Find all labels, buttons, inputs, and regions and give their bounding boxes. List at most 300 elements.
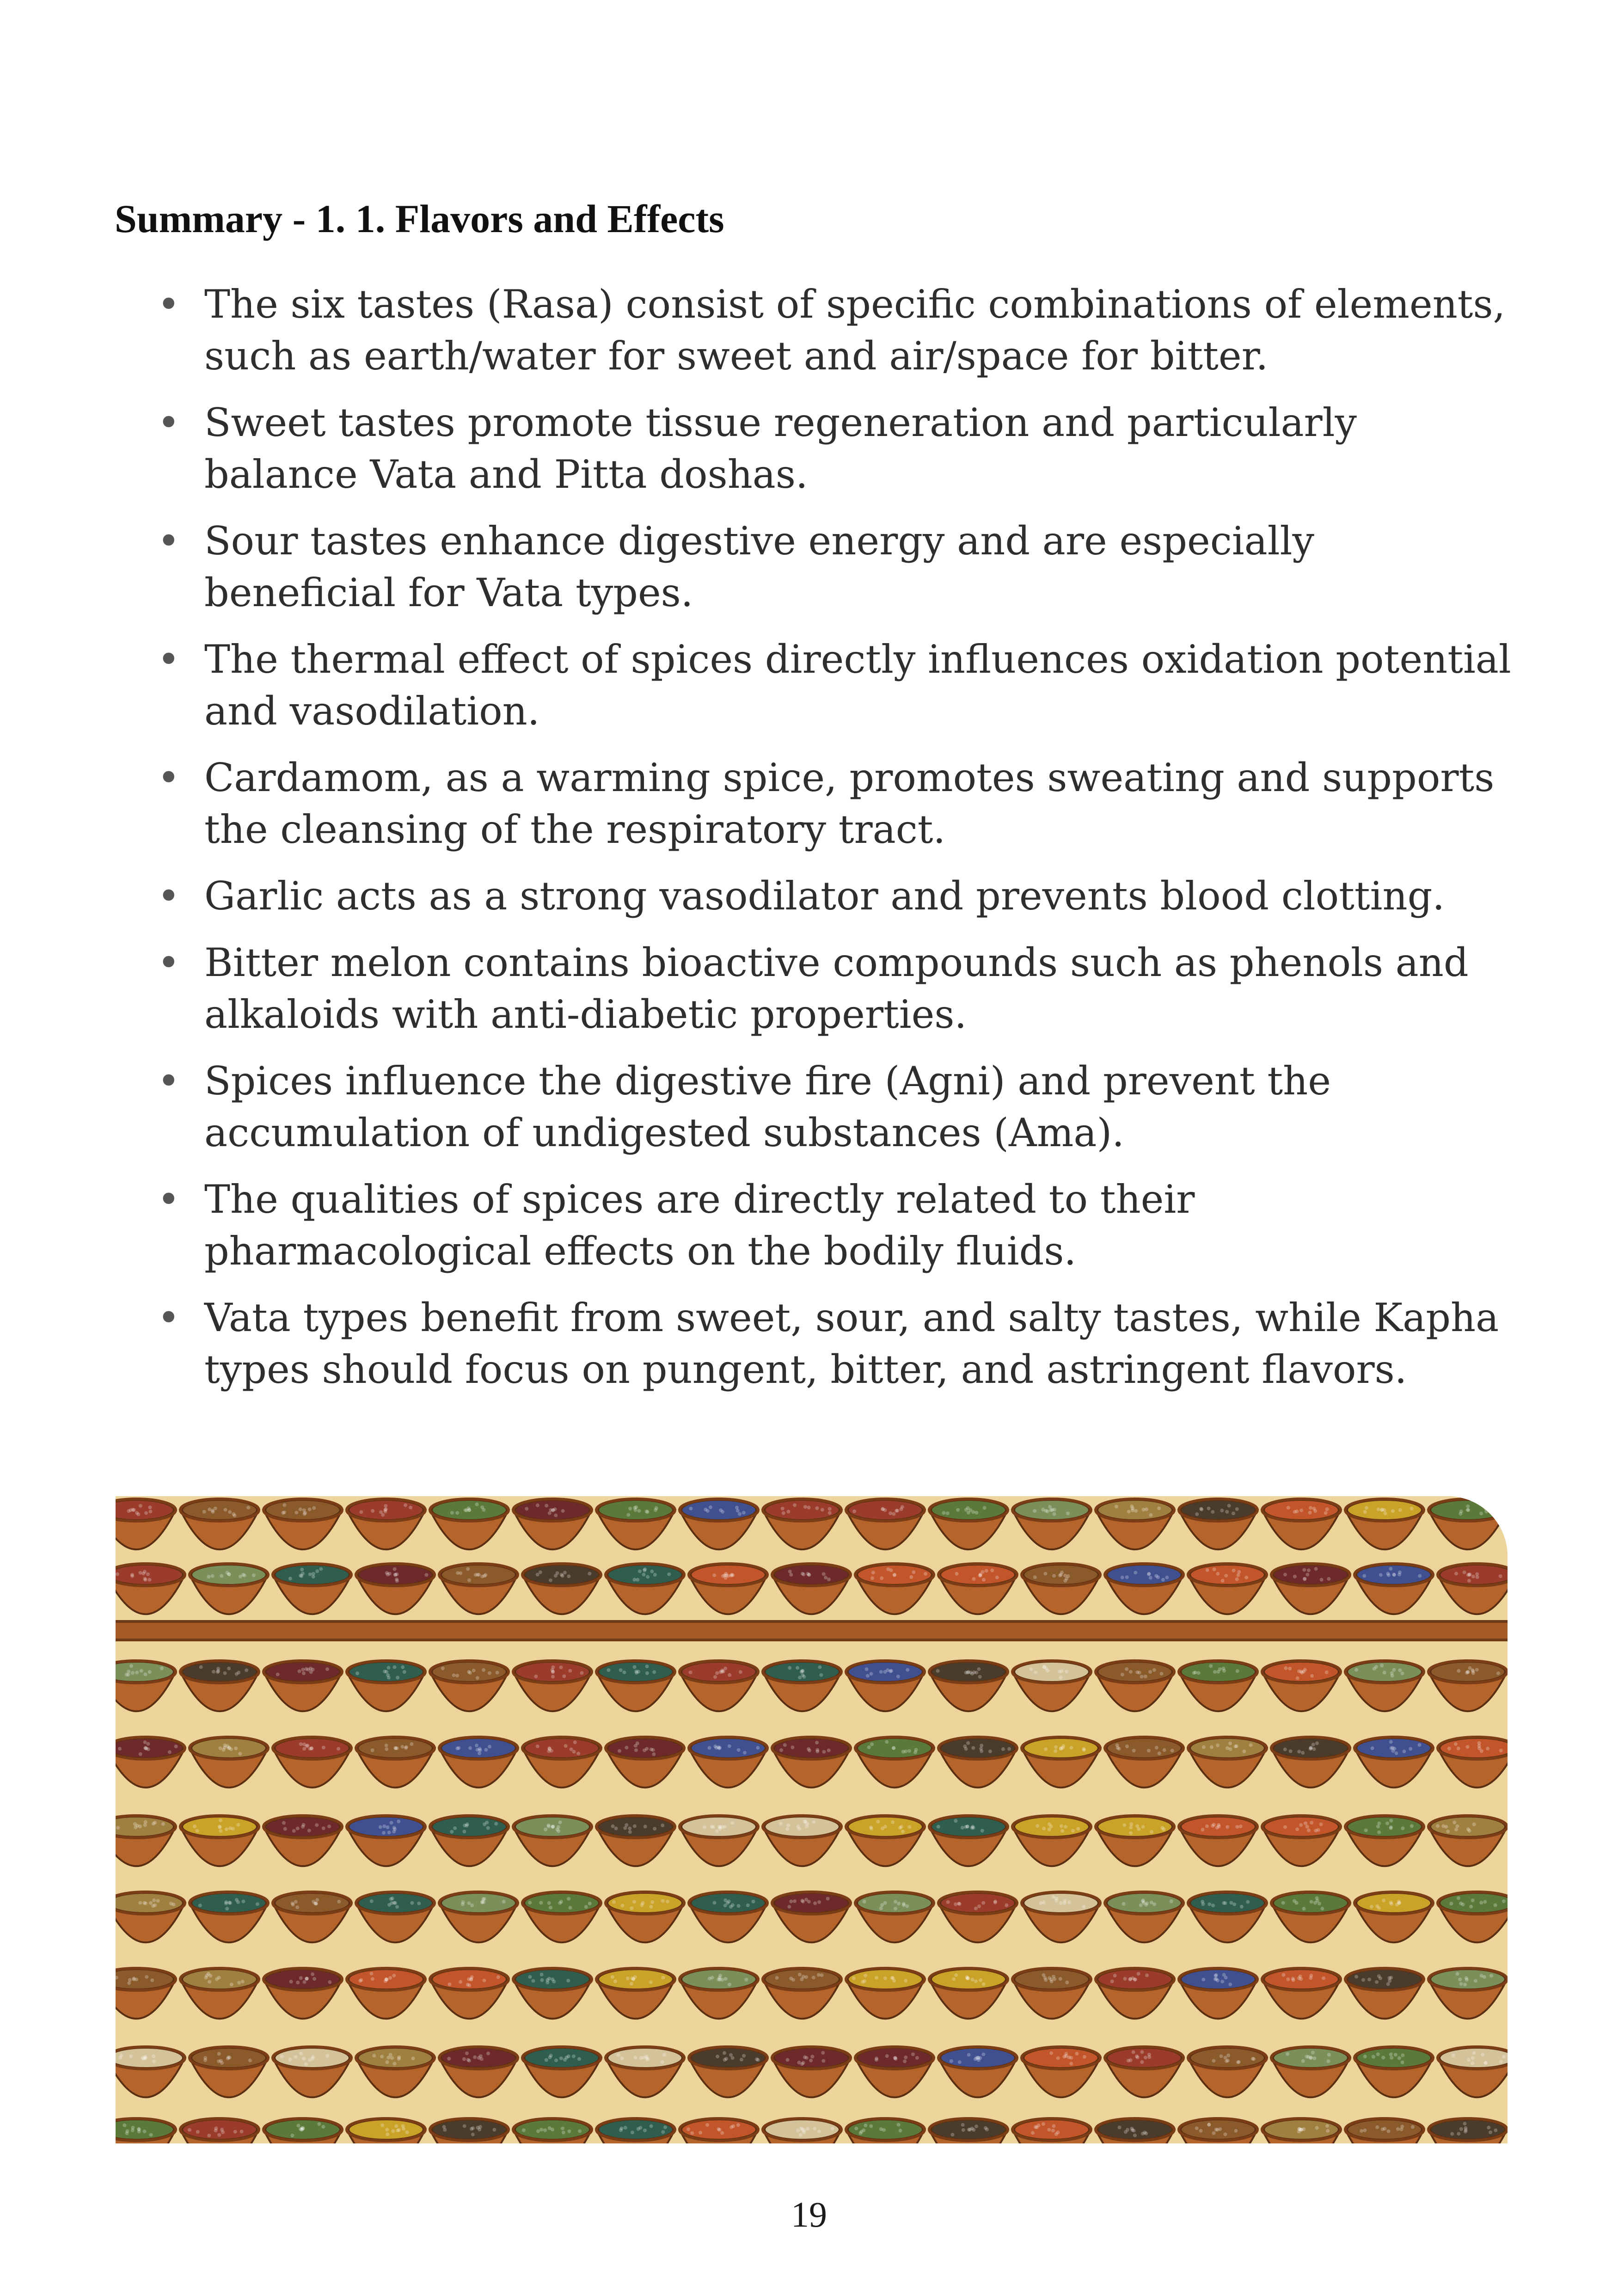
spice-grain <box>142 2057 146 2061</box>
spice-grain <box>240 2130 244 2133</box>
spice-grain <box>558 1821 562 1824</box>
spice-grain <box>305 1977 308 1981</box>
spice-grain <box>144 1746 147 1750</box>
spice-grain <box>1396 2127 1400 2131</box>
spice-grain <box>827 1749 831 1752</box>
spice-grain <box>704 1508 707 1511</box>
spice-grain <box>141 1572 145 1575</box>
spice-grain <box>952 1977 956 1981</box>
spice-grain <box>1033 1509 1036 1513</box>
spice-grain <box>578 2129 582 2133</box>
spice-grain <box>391 2129 395 2133</box>
spice-grain <box>204 1976 208 1979</box>
spice-grain <box>1363 2129 1367 2132</box>
spice-grain <box>199 1665 203 1669</box>
spice-grain <box>358 1979 362 1983</box>
spice-grain <box>1307 1568 1311 1572</box>
spice-grain <box>549 1578 552 1582</box>
spice-grain <box>390 1821 393 1824</box>
spice-grain <box>1212 1823 1216 1826</box>
spice-grain <box>1228 1747 1232 1751</box>
spice-grain <box>815 1748 819 1752</box>
spice-grain <box>1466 1504 1470 1508</box>
spice-grain <box>1043 1572 1047 1576</box>
summary-list <box>157 278 1512 1410</box>
spice-grain <box>315 1898 319 1902</box>
spice-grain <box>728 1744 731 1748</box>
spice-grain <box>783 1743 787 1747</box>
spice-grain <box>854 2127 858 2130</box>
spice-grain <box>636 1578 639 1582</box>
spice-grain <box>1375 1980 1379 1984</box>
spice-grain <box>901 1829 905 1833</box>
spice-grain <box>387 1831 391 1835</box>
spice-grain <box>223 1671 227 1675</box>
spice-grain <box>1380 1664 1384 1667</box>
shelf-band-edge <box>116 1639 1508 1641</box>
spice-grain <box>1229 1901 1233 1904</box>
spice-grain <box>821 2059 825 2063</box>
spice-grain <box>1382 1898 1385 1902</box>
spice-grain <box>300 1568 304 1572</box>
spice-grain <box>215 1977 219 1981</box>
list-item <box>157 1055 1512 1159</box>
spice-grain <box>852 1977 856 1980</box>
spice-grain <box>1468 1666 1471 1670</box>
spice-grain <box>723 1977 727 1981</box>
spice-grain <box>152 1898 156 1902</box>
spice-grain <box>282 1510 286 1514</box>
spice-grain <box>131 1671 135 1675</box>
spice-grain <box>169 1902 173 1905</box>
spice-grain <box>1367 1978 1371 1982</box>
spice-grain <box>211 1510 215 1514</box>
spice-grain <box>821 2051 825 2055</box>
spice-grain <box>562 2131 565 2135</box>
spice-grain <box>979 1978 982 1982</box>
spice-grain <box>626 1513 630 1517</box>
spice-grain <box>588 1572 591 1576</box>
spice-grain <box>311 1972 314 1976</box>
spice-grain <box>216 1670 220 1674</box>
spice-grain <box>567 2055 570 2058</box>
spice-grain <box>299 1574 302 1578</box>
spice-grain <box>611 1824 615 1828</box>
spice-grain <box>995 1576 999 1579</box>
spice-grain <box>723 2051 726 2055</box>
spice-grain <box>786 1823 790 1827</box>
spice-grain <box>793 1503 797 1507</box>
spice-grain <box>442 2125 446 2129</box>
spice-grain <box>584 1905 588 1909</box>
spice-grain <box>294 2055 298 2059</box>
spice-grain <box>894 1900 897 1903</box>
spice-grain <box>246 1506 250 1510</box>
spice-grain <box>217 2133 221 2137</box>
spice-grain <box>630 1906 633 1910</box>
spice-grain <box>966 1741 970 1745</box>
spice-grain <box>1300 2128 1304 2131</box>
spice-grain <box>1195 2126 1199 2130</box>
spice-grain <box>1383 1671 1386 1675</box>
spice-grain <box>1502 2055 1506 2059</box>
spice-grain <box>212 1670 215 1674</box>
section-title: Summary - 1. 1. Flavors and Effects <box>115 196 724 241</box>
spice-grain <box>479 2054 483 2058</box>
spice-grain <box>1390 2056 1393 2060</box>
spice-grain <box>1397 1573 1401 1577</box>
spice-grain <box>1286 1977 1290 1981</box>
spice-grain <box>1127 1510 1131 1514</box>
spice-grain <box>1041 1508 1045 1511</box>
spice-grain <box>1392 1668 1396 1672</box>
spice-grain <box>1121 1576 1124 1579</box>
spice-grain <box>1459 2127 1463 2131</box>
spice-grain <box>1236 1669 1239 1673</box>
spice-grain <box>220 2128 224 2131</box>
spice-grain <box>802 1675 806 1679</box>
spice-grain <box>417 1902 421 1905</box>
spice-grain <box>467 1670 471 1674</box>
spice-grain <box>623 1826 627 1830</box>
spice-grain <box>1494 2129 1497 2132</box>
spice-grain <box>359 1510 363 1514</box>
spice-grain <box>1216 2128 1220 2131</box>
spice-bowl <box>1428 2118 1507 2143</box>
spice-grain <box>410 1742 413 1746</box>
spice-grain <box>312 1572 315 1576</box>
spice-grain <box>547 1901 551 1905</box>
spice-grain <box>806 1572 809 1576</box>
spice-grain <box>1468 1572 1471 1576</box>
spice-grain <box>879 2127 883 2131</box>
spice-grain <box>143 1740 147 1744</box>
spice-grain <box>393 1827 397 1831</box>
spice-grain <box>1209 1664 1213 1668</box>
spice-grain <box>1303 1578 1306 1581</box>
spice-grain <box>633 1506 637 1510</box>
spice-grain <box>1397 1901 1401 1905</box>
spice-grain <box>237 1670 240 1674</box>
spice-grain <box>540 1978 544 1982</box>
spice-bowl <box>846 2118 925 2143</box>
spice-grain <box>1205 1824 1209 1828</box>
spice-grain <box>974 1979 978 1983</box>
spice-grain <box>525 1507 528 1510</box>
spice-grain <box>1125 1744 1129 1748</box>
spice-grain <box>210 1574 214 1578</box>
spice-grain <box>463 1823 466 1827</box>
spice-grain <box>1398 1508 1402 1512</box>
spice-grain <box>299 1742 303 1746</box>
spice-grain <box>557 1829 560 1833</box>
spice-grain <box>966 1825 969 1829</box>
spice-grain <box>699 2131 702 2135</box>
spice-grain <box>650 1570 654 1573</box>
spice-grain <box>1046 1510 1049 1513</box>
spice-grain <box>978 1675 982 1679</box>
spice-grain <box>549 1906 552 1909</box>
spice-grain <box>153 1903 157 1907</box>
spice-grain <box>1150 1901 1153 1904</box>
spice-bowl <box>763 2118 841 2143</box>
spice-grain <box>553 1507 557 1511</box>
spice-grain <box>193 1824 196 1828</box>
spice-grain <box>643 1749 646 1752</box>
spice-grain <box>1060 1829 1064 1833</box>
spice-grain <box>861 1980 864 1984</box>
spice-grain <box>807 1747 810 1751</box>
spice-grain <box>545 2058 548 2062</box>
spice-grain <box>572 2055 576 2058</box>
spice-grain <box>972 1826 975 1829</box>
spice-grain <box>1287 1506 1290 1510</box>
spice-grain <box>894 1907 897 1910</box>
spice-grain <box>1130 2127 1134 2130</box>
spice-grain <box>1210 1745 1214 1749</box>
spice-grain <box>389 2053 392 2057</box>
spice-grain <box>961 1826 964 1829</box>
spice-grain <box>981 1570 984 1574</box>
spice-grain <box>1056 2056 1060 2060</box>
spice-grain <box>471 2133 475 2136</box>
spice-grain <box>1363 1510 1367 1514</box>
spice-grain <box>147 1578 151 1582</box>
spice-grain <box>869 2124 873 2128</box>
spice-grain <box>803 1505 807 1509</box>
spice-grain <box>912 1570 915 1574</box>
spice-grain <box>156 1899 159 1903</box>
spice-grain <box>631 1977 635 1981</box>
list-item-text: Bitter melon contains bioactive compounds such as phenols and alkaloids with anti-diabetic properties. <box>204 940 1469 1037</box>
spice-grain <box>1118 2125 1122 2129</box>
spice-grain <box>904 1979 907 1983</box>
spice-grain <box>1042 1901 1046 1904</box>
spice-grain <box>613 1979 617 1983</box>
spice-grain <box>370 1899 374 1903</box>
spice-grain <box>242 1900 245 1903</box>
spice-grain <box>1217 1823 1220 1827</box>
spice-grain <box>1484 1507 1488 1510</box>
spice-grain <box>1370 1905 1373 1909</box>
spice-grain <box>743 1751 747 1755</box>
spice-grain <box>127 1981 131 1985</box>
spice-grain <box>1486 1747 1489 1750</box>
list-item <box>157 937 1512 1040</box>
spice-grain <box>968 2128 972 2131</box>
spice-grain <box>1444 1825 1448 1829</box>
spice-grain <box>1050 1980 1054 1983</box>
spice-grain <box>742 2054 746 2057</box>
spice-grain <box>914 1748 918 1752</box>
spice-grain <box>1125 1667 1128 1671</box>
spice-grain <box>1466 1670 1470 1674</box>
list-item <box>157 870 1512 922</box>
spice-grain <box>1135 2055 1139 2058</box>
spice-grain <box>1165 1576 1169 1579</box>
spice-grain <box>1312 1747 1316 1751</box>
spice-grain <box>554 1514 558 1517</box>
spice-grain <box>863 1900 866 1903</box>
spice-grain <box>393 1573 397 1577</box>
spice-grain <box>1005 1903 1008 1907</box>
spice-bowl <box>180 2118 259 2143</box>
spice-grain <box>826 1897 830 1901</box>
spice-grain <box>1232 1569 1236 1572</box>
spice-grain <box>1472 2051 1476 2055</box>
spice-grain <box>756 2058 760 2062</box>
spice-grain <box>786 2058 790 2062</box>
spice-grain <box>1056 2130 1060 2134</box>
spice-grain <box>144 1820 147 1824</box>
spice-grain <box>865 1667 869 1671</box>
spice-grain <box>1364 1829 1368 1832</box>
spice-grain <box>256 1902 259 1906</box>
spice-grain <box>1299 1977 1303 1981</box>
spice-grain <box>137 2128 141 2131</box>
spice-grain <box>295 1905 299 1909</box>
spice-grain <box>871 1571 875 1574</box>
spice-grain <box>385 1747 388 1751</box>
spice-grain <box>898 2129 902 2132</box>
spice-bowl <box>680 2118 758 2143</box>
spice-grain <box>793 1899 797 1903</box>
spice-grain <box>1454 1828 1458 1831</box>
spice-grain <box>1148 1670 1152 1674</box>
spice-grain <box>392 1974 396 1977</box>
spice-grain <box>1308 1511 1312 1515</box>
spice-grain <box>646 1510 650 1514</box>
spice-grain <box>824 1576 827 1579</box>
spice-grain <box>227 1572 231 1576</box>
spice-grain <box>936 1669 940 1673</box>
spice-grain <box>562 1674 566 1678</box>
spice-grain <box>1459 1510 1463 1513</box>
spice-grain <box>168 1750 172 1754</box>
spice-grain <box>225 1827 228 1831</box>
spice-grain <box>788 1666 791 1670</box>
spice-grain <box>812 1820 815 1824</box>
spice-grain <box>128 1978 132 1982</box>
spice-grain <box>650 2124 653 2128</box>
spice-grain <box>296 1981 300 1984</box>
spice-grain <box>649 1981 653 1984</box>
spice-grain <box>483 1823 486 1826</box>
spice-grain <box>327 1824 331 1828</box>
spice-grain <box>632 1900 636 1903</box>
spice-grain <box>1150 1830 1153 1834</box>
spice-grain <box>1301 2059 1305 2063</box>
spice-grain <box>1499 1749 1503 1752</box>
bullet-icon: • <box>157 400 180 445</box>
spice-bowl <box>1012 2118 1091 2143</box>
spice-grain <box>879 1670 883 1674</box>
spice-grain <box>1132 2050 1135 2054</box>
spice-grain <box>787 1905 791 1909</box>
spice-grain <box>473 2055 477 2059</box>
spice-grain <box>1292 1978 1295 1982</box>
spice-grain <box>689 1507 693 1510</box>
spice-grain <box>1212 2131 1216 2135</box>
spice-grain <box>502 1900 506 1903</box>
spice-grain <box>981 1901 985 1905</box>
spice-grain <box>1069 2056 1073 2060</box>
spice-grain <box>810 2055 814 2058</box>
spice-grain <box>208 1980 211 1984</box>
spice-grain <box>718 1974 722 1977</box>
spice-grain <box>385 1743 388 1747</box>
spice-grain <box>1403 1750 1406 1753</box>
spice-grain <box>576 1752 580 1756</box>
spice-grain <box>1310 1674 1314 1678</box>
spice-bowl <box>264 2118 342 2143</box>
spice-bowls-illustration <box>116 1496 1508 2143</box>
spice-grain <box>403 1670 406 1674</box>
spice-grain <box>802 1572 805 1576</box>
spice-grain <box>461 1903 465 1906</box>
spice-grain <box>1293 1575 1297 1578</box>
spice-grain <box>568 1906 572 1909</box>
page-number: 19 <box>791 2194 827 2235</box>
spice-grain <box>480 1901 484 1904</box>
spice-grain <box>1477 1747 1481 1750</box>
spice-grain <box>1171 1749 1174 1752</box>
spice-grain <box>1465 1745 1469 1749</box>
spice-grain <box>551 1825 555 1829</box>
list-item-text: The six tastes (Rasa) consist of specific combinations of elements, such as earth/water for sweet and air/space for bitter. <box>204 282 1506 379</box>
spice-grain <box>304 1667 308 1671</box>
spice-grain <box>653 1827 656 1830</box>
spice-grain <box>1134 1571 1137 1574</box>
spice-grain <box>1464 2128 1468 2132</box>
spice-grain <box>385 1977 388 1981</box>
spice-grain <box>1385 1822 1389 1825</box>
spice-bowl <box>1096 2118 1174 2143</box>
spice-grain <box>1295 1901 1299 1905</box>
spice-grain <box>396 1676 399 1679</box>
spice-grain <box>545 1504 548 1508</box>
spice-grain <box>300 2128 303 2131</box>
spice-grain <box>1286 2052 1289 2056</box>
spice-grain <box>1033 1575 1037 1579</box>
spice-grain <box>465 2051 469 2055</box>
spice-grain <box>870 1576 874 1580</box>
spice-grain <box>1131 1977 1135 1980</box>
spice-grain <box>1401 2053 1404 2057</box>
spice-grain <box>708 1746 711 1750</box>
spice-grain <box>1211 1510 1214 1514</box>
spice-grain <box>1240 1905 1244 1909</box>
spice-grain <box>607 1668 610 1672</box>
spice-grain <box>974 1907 978 1910</box>
spice-grain <box>1147 2055 1151 2059</box>
spice-grain <box>1132 1749 1136 1752</box>
spice-grain <box>139 1504 142 1508</box>
spice-grain <box>1237 1570 1241 1574</box>
spice-grain <box>619 1668 623 1672</box>
spice-grain <box>731 2056 735 2060</box>
spice-grain <box>1299 1509 1303 1512</box>
spice-grain <box>1139 1903 1143 1907</box>
spice-grain <box>1007 1747 1011 1751</box>
spice-grain <box>290 2134 294 2137</box>
spice-grain <box>1232 1511 1235 1515</box>
spice-grain <box>1293 1510 1297 1514</box>
spice-grain <box>633 1824 637 1828</box>
list-item <box>157 633 1512 737</box>
spice-grain <box>456 1571 460 1575</box>
spice-grain <box>1048 1505 1052 1509</box>
